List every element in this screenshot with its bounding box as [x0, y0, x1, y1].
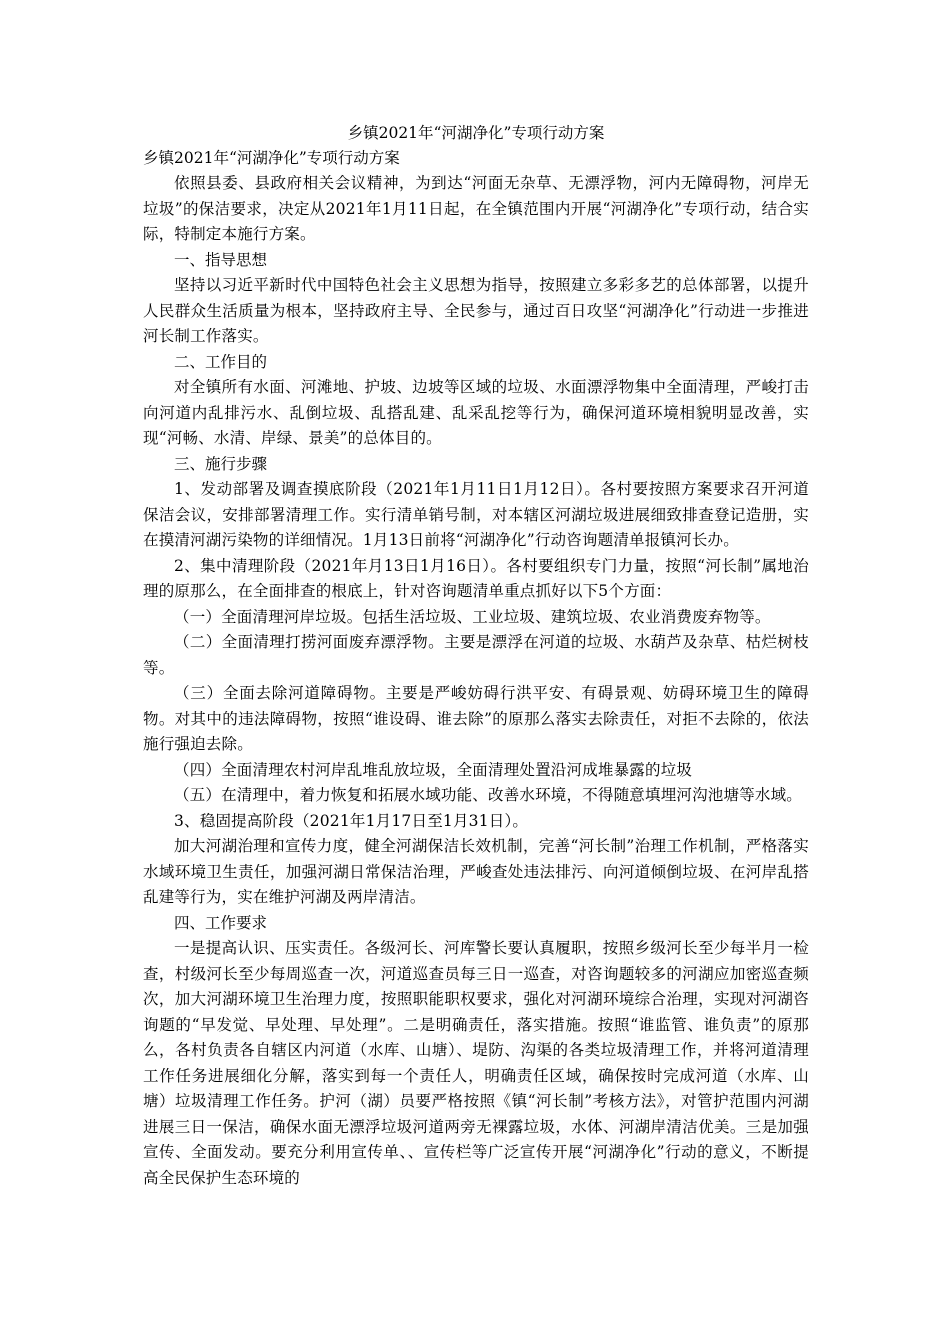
document-page	[143, 121, 809, 1191]
section-heading-guiding-ideology: 一、指导思想	[174, 250, 268, 269]
list-item-3: （三）全面去除河道障碍物。主要是严峻妨碍行洪平安、有碍景观、妨碍环境卫生的障碍物。对其中的违法障碍物，按照“谁设碍、谁去除”的原那么落实去除责任，对拒不去除的，依法施行强迫去除。	[143, 684, 809, 753]
document-subtitle: 乡镇2021年“河湖净化”专项行动方案	[143, 149, 400, 167]
section-heading-implementation-steps: 三、施行步骤	[174, 454, 268, 473]
step-3-body-paragraph: 加大河湖治理和宣传力度，健全河湖保洁长效机制，完善“河长制”治理工作机制，严格落实水域环境卫生责任，加强河湖日常保洁治理，严峻查处违法排污、向河道倾倒垃圾、在河岸乱搭乱建等行为，实在维护河湖及两岸清洁。	[143, 837, 809, 906]
document-title: 乡镇2021年“河湖净化”专项行动方案	[347, 124, 605, 142]
list-item-5: （五）在清理中，着力恢复和拓展水域功能、改善水环境，不得随意填埋河沟池塘等水域。	[174, 786, 803, 804]
step-1-paragraph: 1、发动部署及调查摸底阶段（2021年1月11日1月12日）。各村要按照方案要求召开河道保洁会议，安排部署清理工作。实行清单销号制，对本辖区河湖垃圾进展细致排查登记造册，实在摸清河湖污染物的详细情况。1月13日前将“河湖净化”行动咨询题清单报镇河长办。	[143, 480, 809, 549]
section-heading-work-requirements: 四、工作要求	[174, 913, 268, 932]
section-body-work-goals: 对全镇所有水面、河滩地、护坡、边坡等区域的垃圾、水面漂浮物集中全面清理，严峻打击向河道内乱排污水、乱倒垃圾、乱搭乱建、乱采乱挖等行为，确保河道环境相貌明显改善，实现“河畅、水清、岸绿、景美”的总体目的。	[143, 378, 809, 447]
step-3-paragraph: 3、稳固提高阶段（2021年1月17日至1月31日）。	[174, 811, 529, 830]
section-body-guiding-ideology: 坚持以习近平新时代中国特色社会主义思想为指导，按照建立多彩多艺的总体部署，以提升人民群众生活质量为根本，坚持政府主导、全民参与，通过百日攻坚“河湖净化”行动进一步推进河长制工作落实。	[143, 276, 809, 345]
step-2-paragraph: 2、集中清理阶段（2021年月13日1月16日）。各村要组织专门力量，按照“河长制”属地治理的原那么，在全面排查的根底上，针对咨询题清单重点抓好以下5个方面：	[143, 556, 809, 600]
list-item-2: （二）全面清理打捞河面废弃漂浮物。主要是漂浮在河道的垃圾、水葫芦及杂草、枯烂树枝等。	[143, 633, 809, 677]
list-item-1: （一）全面清理河岸垃圾。包括生活垃圾、工业垃圾、建筑垃圾、农业消费废弃物等。	[174, 607, 771, 626]
list-item-4: （四）全面清理农村河岸乱堆乱放垃圾，全面清理处置沿河成堆暴露的垃圾	[174, 760, 693, 779]
intro-paragraph: 依照县委、县政府相关会议精神，为到达“河面无杂草、无漂浮物，河内无障碍物，河岸无垃圾”的保洁要求，决定从2021年1月11日起，在全镇范围内开展“河湖净化”专项行动，结合实际，特制定本施行方案。	[143, 174, 809, 243]
section-heading-work-goals: 二、工作目的	[174, 352, 268, 371]
section-body-work-requirements: 一是提高认识、压实责任。各级河长、河库警长要认真履职，按照乡级河长至少每半月一检查，村级河长至少每周巡查一次，河道巡查员每三日一巡查，对咨询题较多的河湖应加密巡查频次，加大河湖环境卫生治理力度，按照职能职权要求，强化对河湖环境综合治理，实现对河湖咨询题的“早发觉、早处理、早处理”。二是明确责任，落实措施。按照“谁监管、谁负责”的原那么，各村负责各自辖区内河道（水库、山塘）、堤防、沟渠的各类垃圾清理工作，并将河道清理工作任务进展细化分解，落实到每一个责任人，明确责任区域，确保按时完成河道（水库、山塘）垃圾清理工作任务。护河（湖）员要严格按照《镇“河长制”考核方法》，对管护范围内河湖进展三日一保洁，确保水面无漂浮垃圾河道两旁无裸露垃圾，水体、河湖岸清洁优美。三是加强宣传、全面发动。要充分利用宣传单、、宣传栏等广泛宣传开展“河湖净化”行动的意义，不断提高全民保护生态环境的	[143, 939, 809, 1187]
